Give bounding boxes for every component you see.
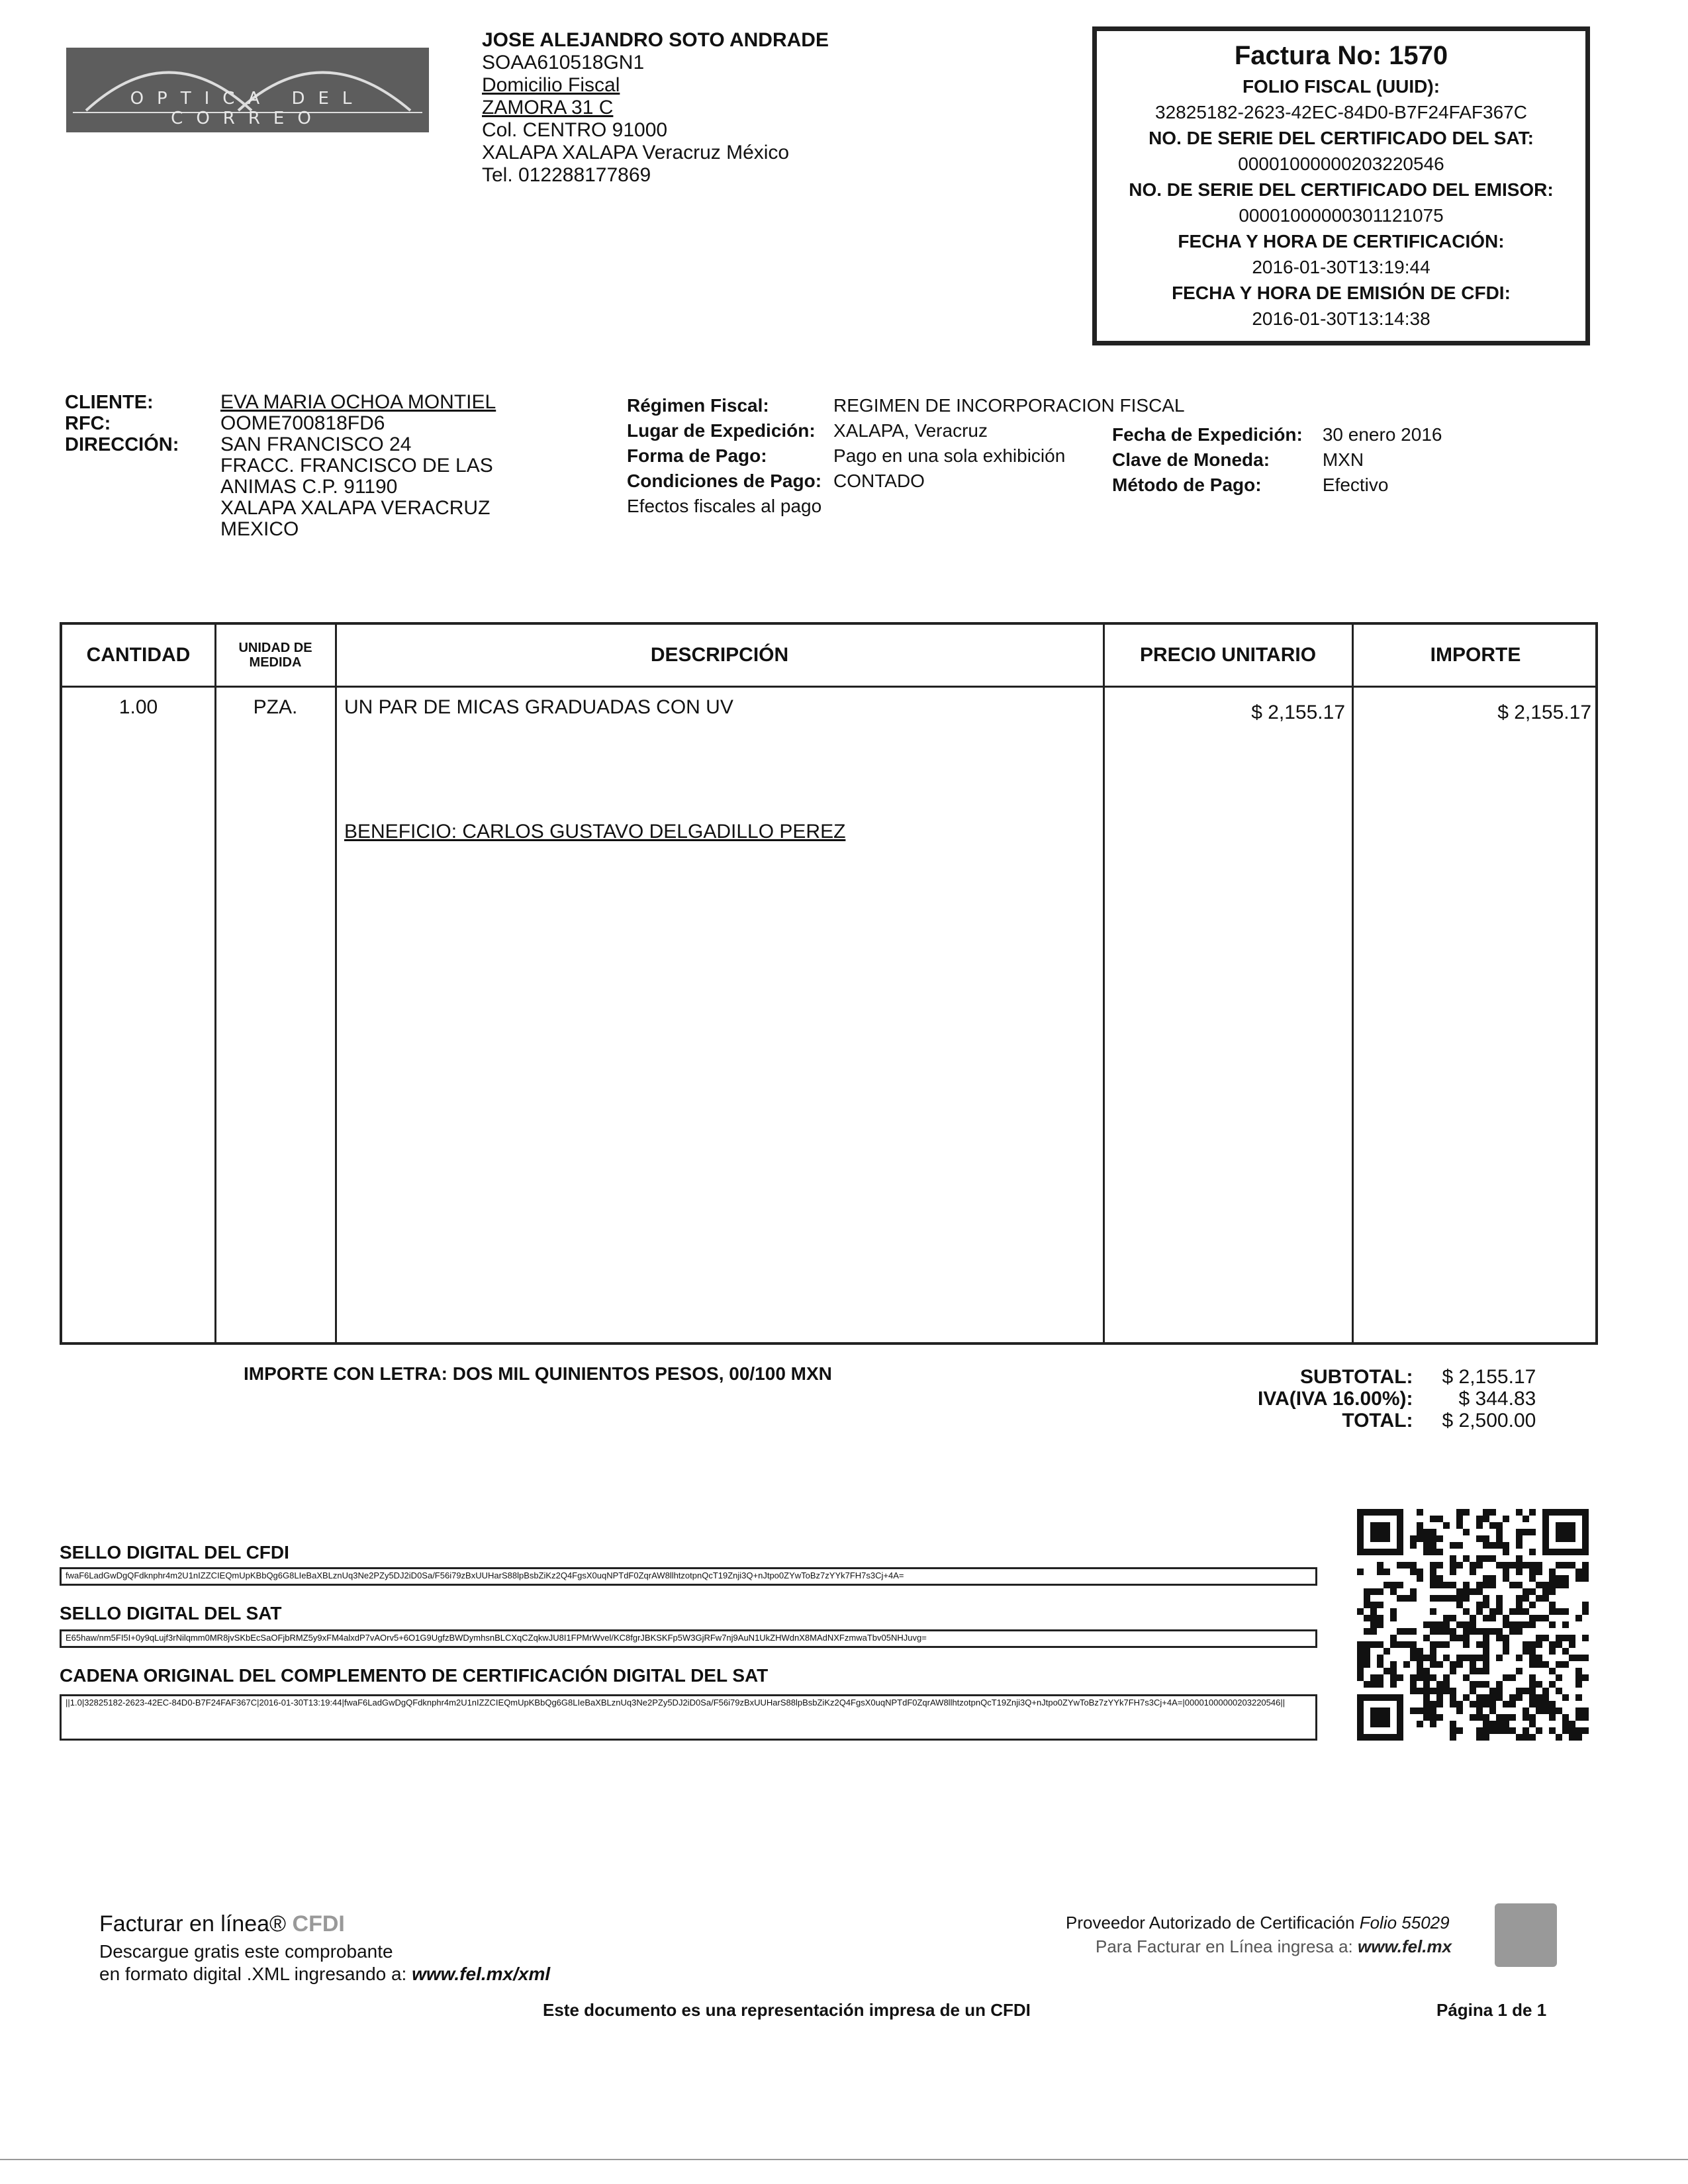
row-descripcion: UN PAR DE MICAS GRADUADAS CON UV xyxy=(344,696,733,718)
header-unidad: UNIDAD DE MEDIDA xyxy=(238,641,312,670)
direccion-label: DIRECCIÓN: xyxy=(65,434,179,455)
client-addr-2: FRACC. FRANCISCO DE LAS xyxy=(220,455,493,477)
pac2-text: Para Facturar en Línea ingresa a: xyxy=(1096,1936,1358,1956)
forma-value: Pago en una sola exhibición xyxy=(833,445,1066,466)
client-rfc: OOME700818FD6 xyxy=(220,412,385,434)
issuer-name: JOSE ALEJANDRO SOTO ANDRADE xyxy=(482,29,829,51)
invoice-number: Factura No: 1570 xyxy=(1234,41,1448,70)
qr-code-icon xyxy=(1357,1509,1589,1741)
condiciones-value: CONTADO xyxy=(833,471,925,491)
sello-cfdi-label: SELLO DIGITAL DEL CFDI xyxy=(60,1542,289,1563)
sello-sat-label: SELLO DIGITAL DEL SAT xyxy=(60,1603,282,1623)
subtotal-label: SUBTOTAL: xyxy=(1299,1366,1413,1388)
pac-seal-icon xyxy=(1495,1903,1557,1967)
header-precio: PRECIO UNITARIO xyxy=(1139,644,1317,666)
metodo-value: Efectivo xyxy=(1322,475,1389,495)
moneda-value: MXN xyxy=(1322,449,1364,470)
regimen-value: REGIMEN DE INCORPORACION FISCAL xyxy=(833,395,1185,416)
col-divider xyxy=(335,625,337,1342)
emision-date-label: FECHA Y HORA DE EMISIÓN DE CFDI: xyxy=(1172,283,1511,303)
emisor-cert-value: 00001000000301121075 xyxy=(1239,205,1444,226)
fecha-value: 30 enero 2016 xyxy=(1322,424,1442,445)
lugar-label: Lugar de Expedición: xyxy=(627,420,816,441)
col-divider xyxy=(214,625,216,1342)
cadena-box: ||1.0|32825182-2623-42EC-84D0-B7F24FAF367C|2016-01-30T13:19:44|fwaF6LadGwDgQFdknphr4m2U1nIZZCIEQmUpKBbQg6G8LIeBaXBLznUq3Ne2PZy5DJ2iD0Sa/F56i79zBxUUHarS88lpBsbZiKz2Q4FgsX0uqNPTdF0ZqrAW8llhtzotpnQcT19Znji3Q+nJtpo0ZYwToBz7zYYk7FH7s3Cj+4A=|00001000000203220546|| xyxy=(60,1694,1317,1741)
uuid-label: FOLIO FISCAL (UUID): xyxy=(1242,76,1440,97)
iva-label: IVA(IVA 16.00%): xyxy=(1258,1388,1413,1410)
metodo-label: Método de Pago: xyxy=(1112,475,1262,495)
row-precio: $ 2,155.17 xyxy=(1251,702,1345,723)
sello-sat-box: E65haw/nm5FI5I+0y9qLujf3rNilqmm0MR8jvSKbEcSaOFjbRMZ5y9xFM4alxdP7vAOrv5+6O1G9UgfzBWDymhsnBLCXqCZqkwJU8I1FPMrWvel/KC8fgrJBKSKFp5W3GjRFw7nj9AuN1UkZHWdnX8MAdNXFzmwaTbv05NHJuvg= xyxy=(60,1629,1317,1648)
importe-con-letra: IMPORTE CON LETRA: DOS MIL QUINIENTOS PESOS, 00/100 MXN xyxy=(244,1363,832,1384)
client-addr-1: SAN FRANCISCO 24 xyxy=(220,433,412,455)
cert-date-value: 2016-01-30T13:19:44 xyxy=(1252,257,1430,277)
header-descripcion: DESCRIPCIÓN xyxy=(650,644,789,666)
folio-box xyxy=(1092,26,1590,345)
row-importe: $ 2,155.17 xyxy=(1497,702,1591,723)
forma-label: Forma de Pago: xyxy=(627,445,767,466)
footer-brand xyxy=(99,1911,345,1937)
logo-text: OPTICA DEL CORREO xyxy=(130,89,365,128)
pac-line-2 xyxy=(1096,1936,1452,1957)
client-addr-4: XALAPA XALAPA VERACRUZ xyxy=(220,497,491,519)
optica-logo xyxy=(66,48,429,132)
domicilio-label: Domicilio Fiscal xyxy=(482,74,620,96)
cliente-label: CLIENTE: xyxy=(65,392,154,413)
fiscal-info-right xyxy=(1112,422,1462,498)
moneda-label: Clave de Moneda: xyxy=(1112,449,1270,470)
fel-link[interactable]: www.fel.mx xyxy=(1358,1936,1452,1956)
iva-value: $ 344.83 xyxy=(1458,1388,1536,1410)
total-value: $ 2,500.00 xyxy=(1442,1410,1536,1432)
items-table xyxy=(60,622,1598,1345)
page-number: Página 1 de 1 xyxy=(1436,2000,1547,2020)
client-addr-5: MEXICO xyxy=(220,518,299,540)
condiciones-label: Condiciones de Pago: xyxy=(627,471,822,491)
bottom-rule xyxy=(0,2159,1688,2160)
beneficio-note: BENEFICIO: CARLOS GUSTAVO DELGADILLO PEREZ xyxy=(344,821,846,842)
efectos-text: Efectos fiscales al pago xyxy=(627,496,822,516)
emisor-cert-label: NO. DE SERIE DEL CERTIFICADO DEL EMISOR: xyxy=(1129,179,1554,200)
total-label: TOTAL: xyxy=(1342,1410,1413,1432)
issuer-phone: Tel. 012288177869 xyxy=(482,164,651,186)
totals-table xyxy=(1258,1366,1536,1432)
lugar-value: XALAPA, Veracruz xyxy=(833,420,988,441)
pac-text: Proveedor Autorizado de Certificación xyxy=(1066,1913,1360,1933)
client-name: EVA MARIA OCHOA MONTIEL xyxy=(220,391,496,413)
uuid-value: 32825182-2623-42EC-84D0-B7F24FAF367C xyxy=(1155,102,1527,122)
header-divider xyxy=(62,686,1595,688)
regimen-label: Régimen Fiscal: xyxy=(627,395,769,416)
sat-cert-value: 00001000000203220546 xyxy=(1238,154,1444,174)
footer-desc-2: en formato digital .XML ingresando a: xyxy=(99,1964,412,1984)
client-values xyxy=(220,392,496,540)
issuer-street: ZAMORA 31 C xyxy=(482,97,614,118)
pac-folio: Folio 55029 xyxy=(1359,1913,1450,1933)
fecha-label: Fecha de Expedición: xyxy=(1112,424,1303,445)
issuer-city: XALAPA XALAPA Veracruz México xyxy=(482,142,790,163)
pac-line xyxy=(1066,1913,1450,1933)
row-unidad: PZA. xyxy=(253,696,298,718)
header-cantidad: CANTIDAD xyxy=(86,644,191,666)
emision-date-value: 2016-01-30T13:14:38 xyxy=(1252,308,1430,329)
issuer-rfc: SOAA610518GN1 xyxy=(482,52,645,73)
header-importe: IMPORTE xyxy=(1430,644,1521,666)
brand-cfdi: CFDI xyxy=(292,1911,345,1936)
footer-desc xyxy=(99,1940,550,1985)
rfc-label: RFC: xyxy=(65,413,111,434)
client-addr-3: ANIMAS C.P. 91190 xyxy=(220,476,398,498)
subtotal-value: $ 2,155.17 xyxy=(1442,1366,1536,1388)
row-cantidad: 1.00 xyxy=(118,696,158,718)
issuer-block xyxy=(482,29,829,187)
footer-desc-1: Descargue gratis este comprobante xyxy=(99,1941,393,1962)
col-divider xyxy=(1103,625,1105,1342)
sello-cfdi-box: fwaF6LadGwDgQFdknphr4m2U1nIZZCIEQmUpKBbQg6G8LIeBaXBLznUq3Ne2PZy5DJ2iD0Sa/F56i79zBxUUHarS88lpBsbZiKz2Q4FgsX0uqNPTdF0ZqrAW8llhtzotpnQcT19Znji3Q+nJtpo0ZYwToBz7zYYk7FH7s3Cj+4A= xyxy=(60,1567,1317,1586)
client-labels xyxy=(65,392,179,455)
col-divider xyxy=(1352,625,1354,1342)
cadena-label: CADENA ORIGINAL DEL COMPLEMENTO DE CERTIFICACIÓN DIGITAL DEL SAT xyxy=(60,1665,769,1686)
representation-note: Este documento es una representación impresa de un CFDI xyxy=(543,2000,1031,2020)
brand-text: Facturar en línea® xyxy=(99,1911,287,1936)
issuer-colonia: Col. CENTRO 91000 xyxy=(482,119,668,141)
fiscal-info xyxy=(627,393,1197,519)
fel-xml-link[interactable]: www.fel.mx/xml xyxy=(412,1964,551,1984)
cert-date-label: FECHA Y HORA DE CERTIFICACIÓN: xyxy=(1178,231,1505,251)
sat-cert-label: NO. DE SERIE DEL CERTIFICADO DEL SAT: xyxy=(1149,128,1534,148)
